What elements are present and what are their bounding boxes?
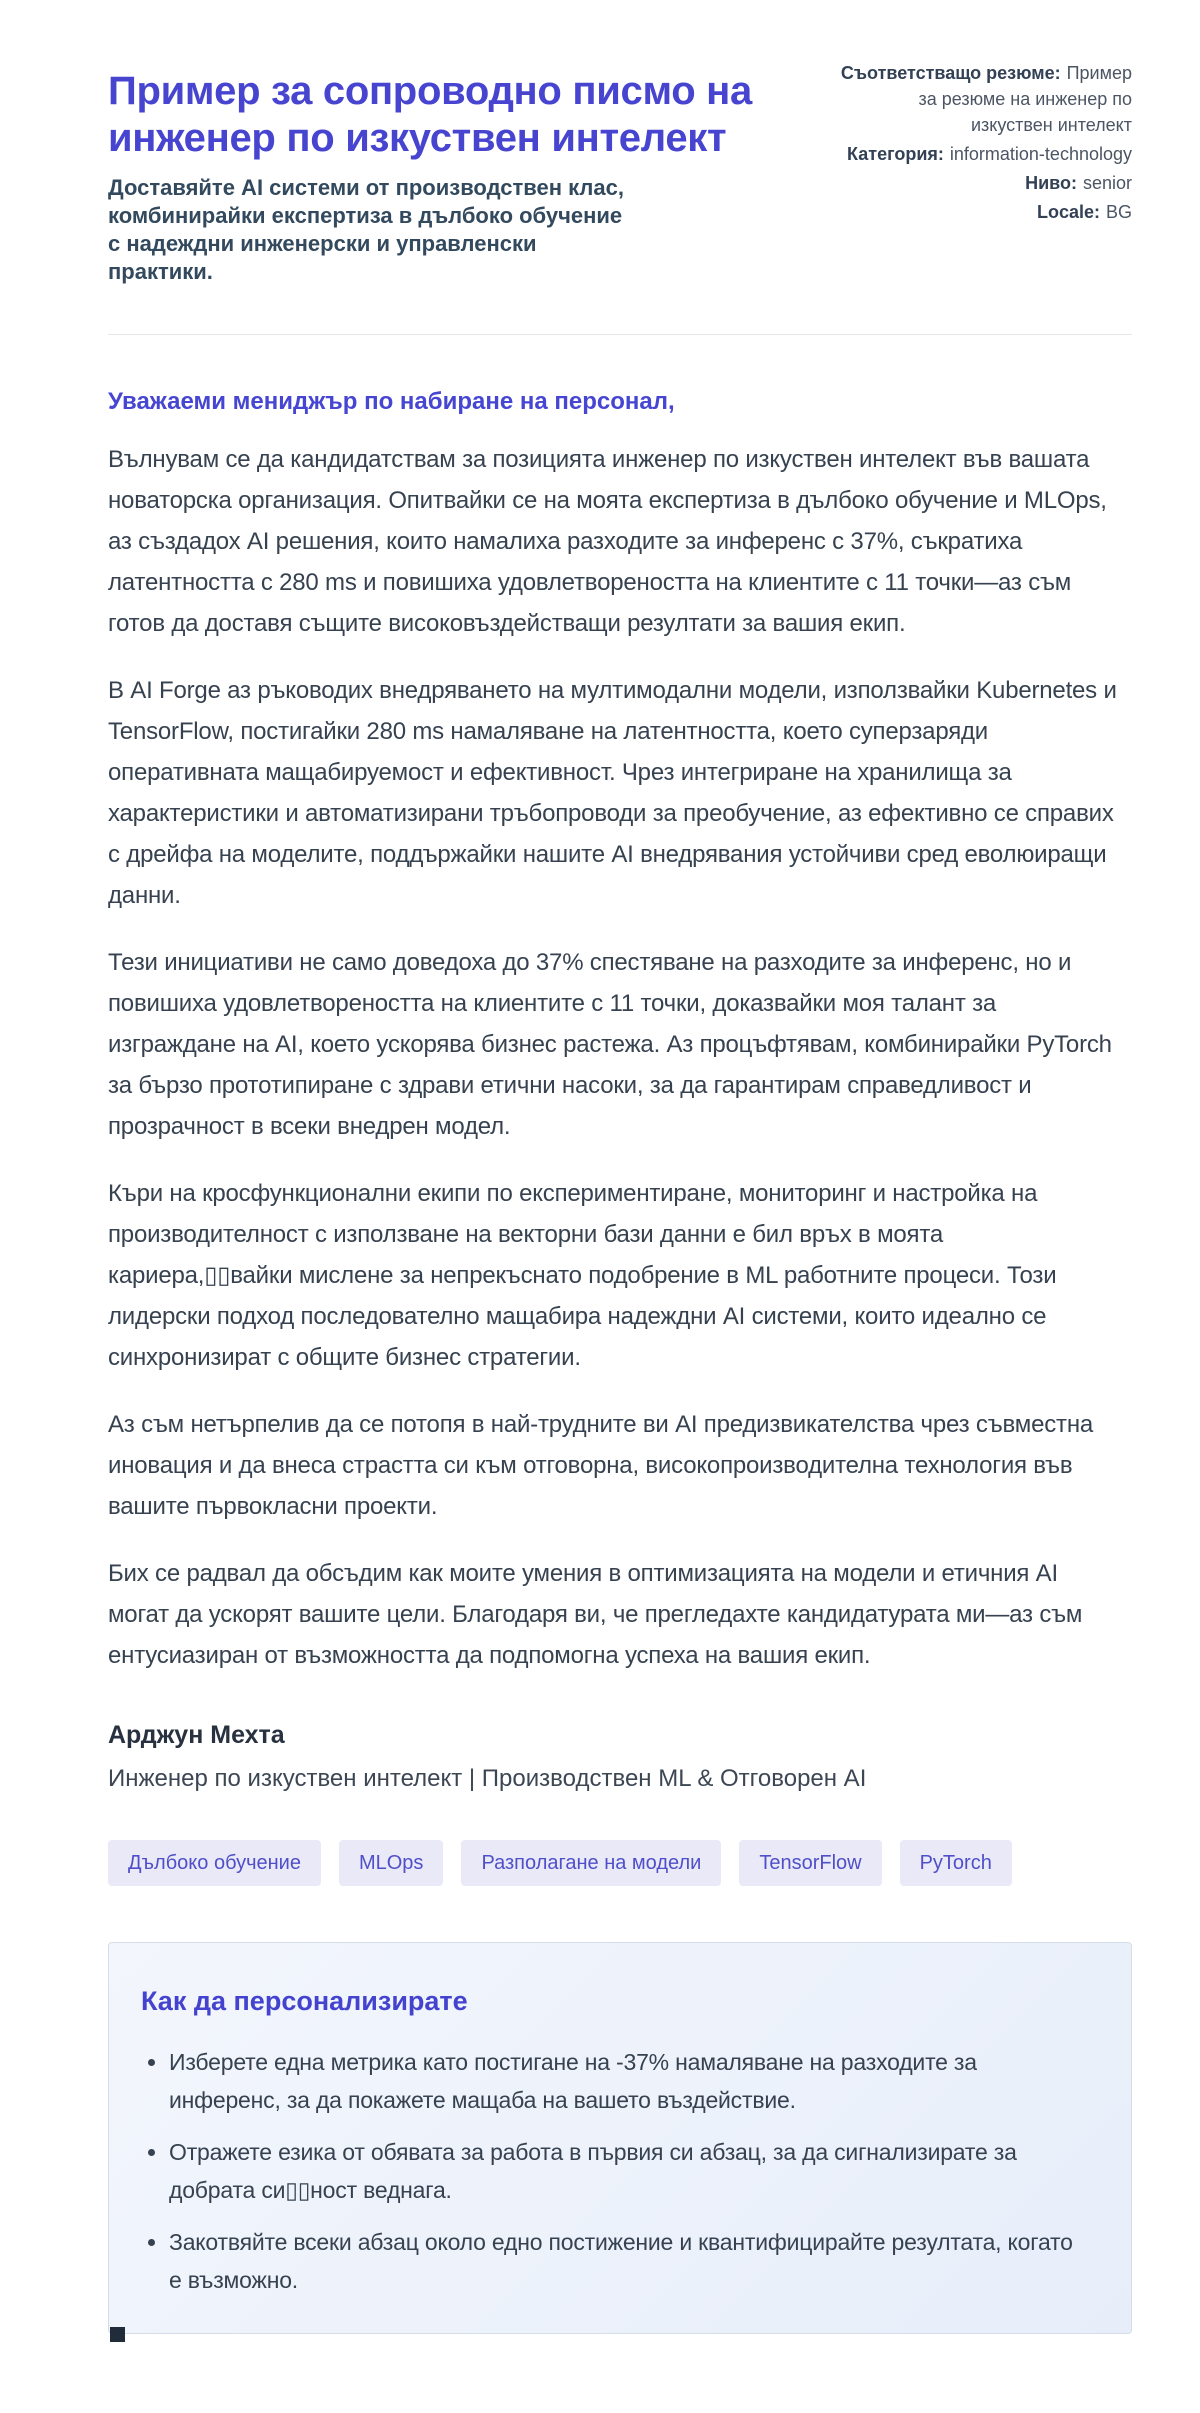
callout-title: Как да персонализирате (141, 1986, 468, 2016)
page-title: Пример за сопроводно писмо на инженер по изкуствен интелект (108, 69, 752, 160)
callout-bullet-1: • Изберете една метрика като постигане на -37% намаляване на разходите за инференс, за да покажете мащаба на вашето въздействие. (169, 2043, 1086, 2119)
meta-value: Пример за резюме на инженер по изкуствен интелект (918, 63, 1132, 135)
meta-label: Категория: (847, 144, 944, 164)
letter-paragraph-2: В AI Forge аз ръководих внедряването на мултимодални модели, използвайки Kubernetes и TensorFlow, постигайки 280 ms намаляване на латентността, което суперзаряди оперативната мащабируемост и ефективност. Чрез интегриране на хранилища за характеристики и автоматизирани тръбопроводи за преобучение, аз ефективно се справих с дрейфа на моделите, поддържайки нашите AI внедрявания устойчиви сред еволюиращи данни. (108, 677, 1117, 909)
meta-value: senior (1082, 173, 1132, 193)
meta-value: information-technology (949, 144, 1132, 164)
header-title-block (108, 46, 768, 286)
skill-tag-model-deployment[interactable]: Разполагане на модели (461, 1840, 721, 1886)
signature-name: Арджун Мехта (108, 1721, 285, 1749)
skill-tags (108, 1840, 1132, 1886)
letter-paragraph-6: Бих се радвал да обсъдим как моите умения в оптимизацията на модели и етичния AI могат да ускорят вашите цели. Благодаря ви, че прегледахте кандидатурата ми—аз съм ентусиазиран от възможността да подпомогна успеха на вашия екип. (108, 1560, 1083, 1669)
meta-label: Съответстващо резюме: (840, 63, 1061, 83)
signature-role: Инженер по изкуствен интелект | Производствен ML & Отговорен AI (108, 1765, 867, 1792)
meta-value: BG (1105, 202, 1132, 222)
skill-tag-mlops[interactable]: MLOps (339, 1840, 443, 1886)
skill-tag-pytorch[interactable]: PyTorch (900, 1840, 1012, 1886)
callout-bullet-3: • Закотвяйте всеки абзац около едно постижение и квантифицирайте резултата, когато е възможно. (169, 2223, 1086, 2299)
cover-letter-body (108, 387, 1132, 1794)
meta-row-category (832, 141, 1132, 167)
skill-tag-deep-learning[interactable]: Дълбоко обучение (108, 1840, 321, 1886)
letter-paragraph-5: Аз съм нетърпелив да се потопя в най-трудните ви AI предизвикателства чрез съвместна иновация и да внеса страстта си към отговорна, високопроизводителна технология във вашите първокласни проекти. (108, 1411, 1094, 1520)
meta-row-locale (832, 199, 1132, 225)
salutation: Уважаеми мениджър по набиране на персонал, (108, 388, 675, 415)
letter-paragraph-4: Къри на кросфункционални екипи по експериментиране, мониторинг и настройка на производителност с използване на векторни бази данни е бил връх в моята кариера,▯▯вайки мислене за непрекъснато подобрение в ML работните процеси. Този лидерски подход последователно мащабира надеждни AI системи, които идеално се синхронизират с общите бизнес стратегии. (108, 1180, 1057, 1371)
meta-label: Ниво: (1025, 173, 1077, 193)
callout-bullet-2: • Отражете езика от обявата за работа в първия си абзац, за да сигнализирате за добрата си▯▯ност веднага. (169, 2133, 1086, 2209)
letter-paragraph-3: Тези инициативи не само доведоха до 37% спестяване на разходите за инференс, но и повишиха удовлетвореността на клиентите с 11 точки, доказвайки моя талант за изграждане на AI, което ускорява бизнес растежа. Аз процъфтявам, комбинирайки PyTorch за бързо прототипиране с здрави етични насоки, за да гарантирам справедливост и прозрачност в всеки внедрен модел. (108, 949, 1112, 1140)
meta-panel (832, 60, 1132, 228)
page-subtitle: Доставяйте AI системи от производствен клас, комбинирайки експертиза в дълбоко обучение с надеждни инженерски и управленски практики. (108, 175, 624, 284)
personalization-callout (108, 1942, 1132, 2334)
header (108, 46, 1132, 286)
divider (108, 334, 1132, 335)
artifact-square-icon (110, 2327, 125, 2342)
meta-label: Locale: (1036, 202, 1100, 222)
meta-row-level (832, 170, 1132, 196)
callout-bullet-list (141, 2043, 1086, 2299)
letter-paragraph-1: Вълнувам се да кандидатствам за позицията инженер по изкуствен интелект във вашата новаторска организация. Опитвайки се на моята експертиза в дълбоко обучение и MLOps, аз създадох AI решения, които намалиха разходите за инференс с 37%, съкратиха латентността с 280 ms и повишиха удовлетвореността на клиентите с 11 точки—аз съм готов да доставя същите високовъздействащи резултати за вашия екип. (108, 446, 1107, 637)
skill-tag-tensorflow[interactable]: TensorFlow (739, 1840, 881, 1886)
meta-row-matching-resume (832, 60, 1132, 138)
